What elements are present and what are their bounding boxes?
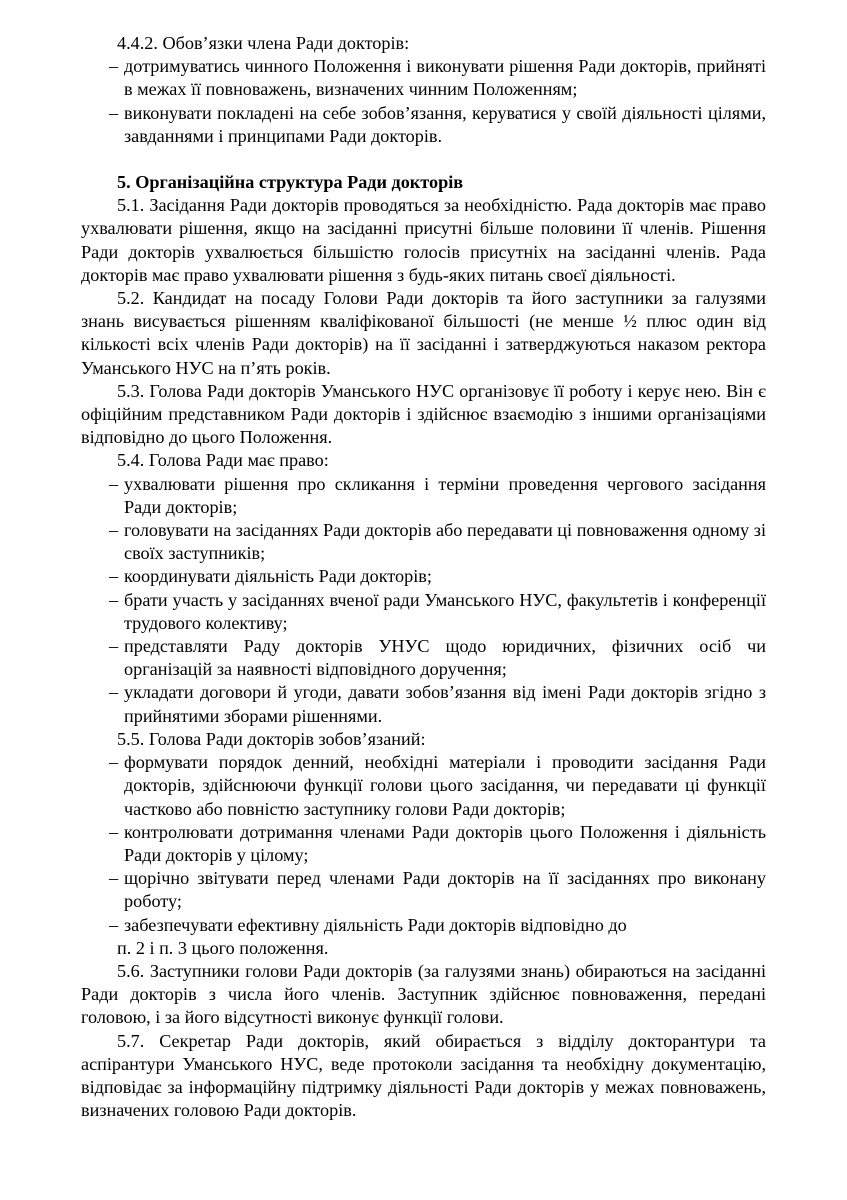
paragraph-5-7: 5.7. Секретар Ради докторів, який обирається з відділу докторантури та аспірантури Уманського НУС, веде протоколи засідання та необхідну документацію, відповідає за інформаційну підтримку діяльності Ради докторів у межах повноважень, визначених головою Ради докторів. [81,1030,766,1121]
list-item [81,565,766,588]
dash-marker: – [109,473,119,494]
list-item [81,519,766,565]
dash-marker: – [109,821,119,842]
list-item-text: укладати договори й угоди, давати зобов’язання від імені Ради докторів згідно з прийнятими зборами рішеннями. [124,682,766,726]
blank-line [81,148,766,171]
list-item-text: виконувати покладені на себе зобов’язання, керуватися у своїй діяльності цілями, завданнями і принципами Ради докторів. [124,102,766,146]
list-item-text: брати участь у засіданнях вченої ради Уманського НУС, факультетів і конференції трудового колективу; [124,589,766,633]
dash-marker: – [109,682,119,703]
dash-marker: – [109,566,119,587]
dash-marker: – [109,636,119,657]
dash-marker: – [109,752,119,773]
dash-marker: – [109,868,119,889]
list-item-text: представляти Раду докторів УНУС щодо юридичних, фізичних осіб чи організацій за наявності відповідного доручення; [124,636,766,680]
list-item-text: формувати порядок денний, необхідні матеріали і проводити засідання Ради докторів, здійснюючи функції голови цього засідання, чи передавати ці функції частково або повністю заступнику голови Ради докторів; [124,752,766,819]
dash-marker: – [109,102,119,123]
section-5-heading: 5. Організаційна структура Ради докторів [117,172,464,193]
list-item-text: координувати діяльність Ради докторів; [124,566,432,587]
list-item [81,473,766,519]
list-item [81,589,766,635]
section-5-4-title: 5.4. Голова Ради має право: [117,450,329,471]
paragraph-5-2: 5.2. Кандидат на посаду Голови Ради докторів та його заступники за галузями знань висувається рішенням кваліфікованої більшості (не менше ½ плюс один від кількості всіх членів Ради докторів) на її засіданні і затверджуються наказом ректора Уманського НУС на п’ять років. [81,288,766,378]
dash-marker: – [109,520,119,541]
list-item-text: дотримуватись чинного Положення і виконувати рішення Ради докторів, прийняті в межах її повноважень, визначених чинним Положенням; [124,56,766,100]
list-item [81,635,766,681]
dash-marker: – [109,56,119,77]
list-item [81,821,766,867]
list-item-text: забезпечувати ефективну діяльність Ради докторів відповідно до [124,914,627,935]
dash-marker: – [109,914,119,935]
list-item [81,55,766,101]
list-item [81,102,766,148]
paragraph-5-3: 5.3. Голова Ради докторів Уманського НУС організовує її роботу і керує нею. Він є офіційним представником Ради докторів і здійснює взаємодію з іншими організаціями відповідно до цього Положення. [81,380,766,448]
list-item [81,751,766,821]
paragraph-5-6: 5.6. Заступники голови Ради докторів (за галузями знань) обираються на засіданні Ради докторів з числа його членів. Заступник здійснює повноваження, передані головою, і за його відсутності виконує функції голови. [81,960,766,1028]
paragraph-5-1: 5.1. Засідання Ради докторів проводяться за необхідністю. Рада докторів має право ухвалювати рішення, якщо на засіданні присутні більше половини її членів. Рішення Ради докторів ухвалюється більшістю голосів присутніх на засіданні членів. Рада докторів має право ухвалювати рішення з будь-яких питань своєї діяльності. [81,195,766,285]
list-item-continuation: п. 2 і п. 3 цього положення. [117,937,329,958]
dash-marker: – [109,589,119,610]
list-item [81,681,766,727]
list-item-text: щорічно звітувати перед членами Ради докторів на її засіданнях про виконану роботу; [124,868,766,912]
list-item-text: контролювати дотримання членами Ради докторів цього Положення і діяльність Ради докторів у цілому; [124,821,766,865]
section-5-5-title: 5.5. Голова Ради докторів зобов’язаний: [117,728,426,749]
list-item-text: ухвалювати рішення про скликання і терміни проведення чергового засідання Ради докторів; [124,473,766,517]
section-4-4-2-title: 4.4.2. Обов’язки члена Ради докторів: [117,33,410,53]
list-item [81,867,766,913]
list-item-text: головувати на засіданнях Ради докторів або передавати ці повноваження одному зі своїх заступників; [124,520,766,564]
list-item [81,914,766,937]
